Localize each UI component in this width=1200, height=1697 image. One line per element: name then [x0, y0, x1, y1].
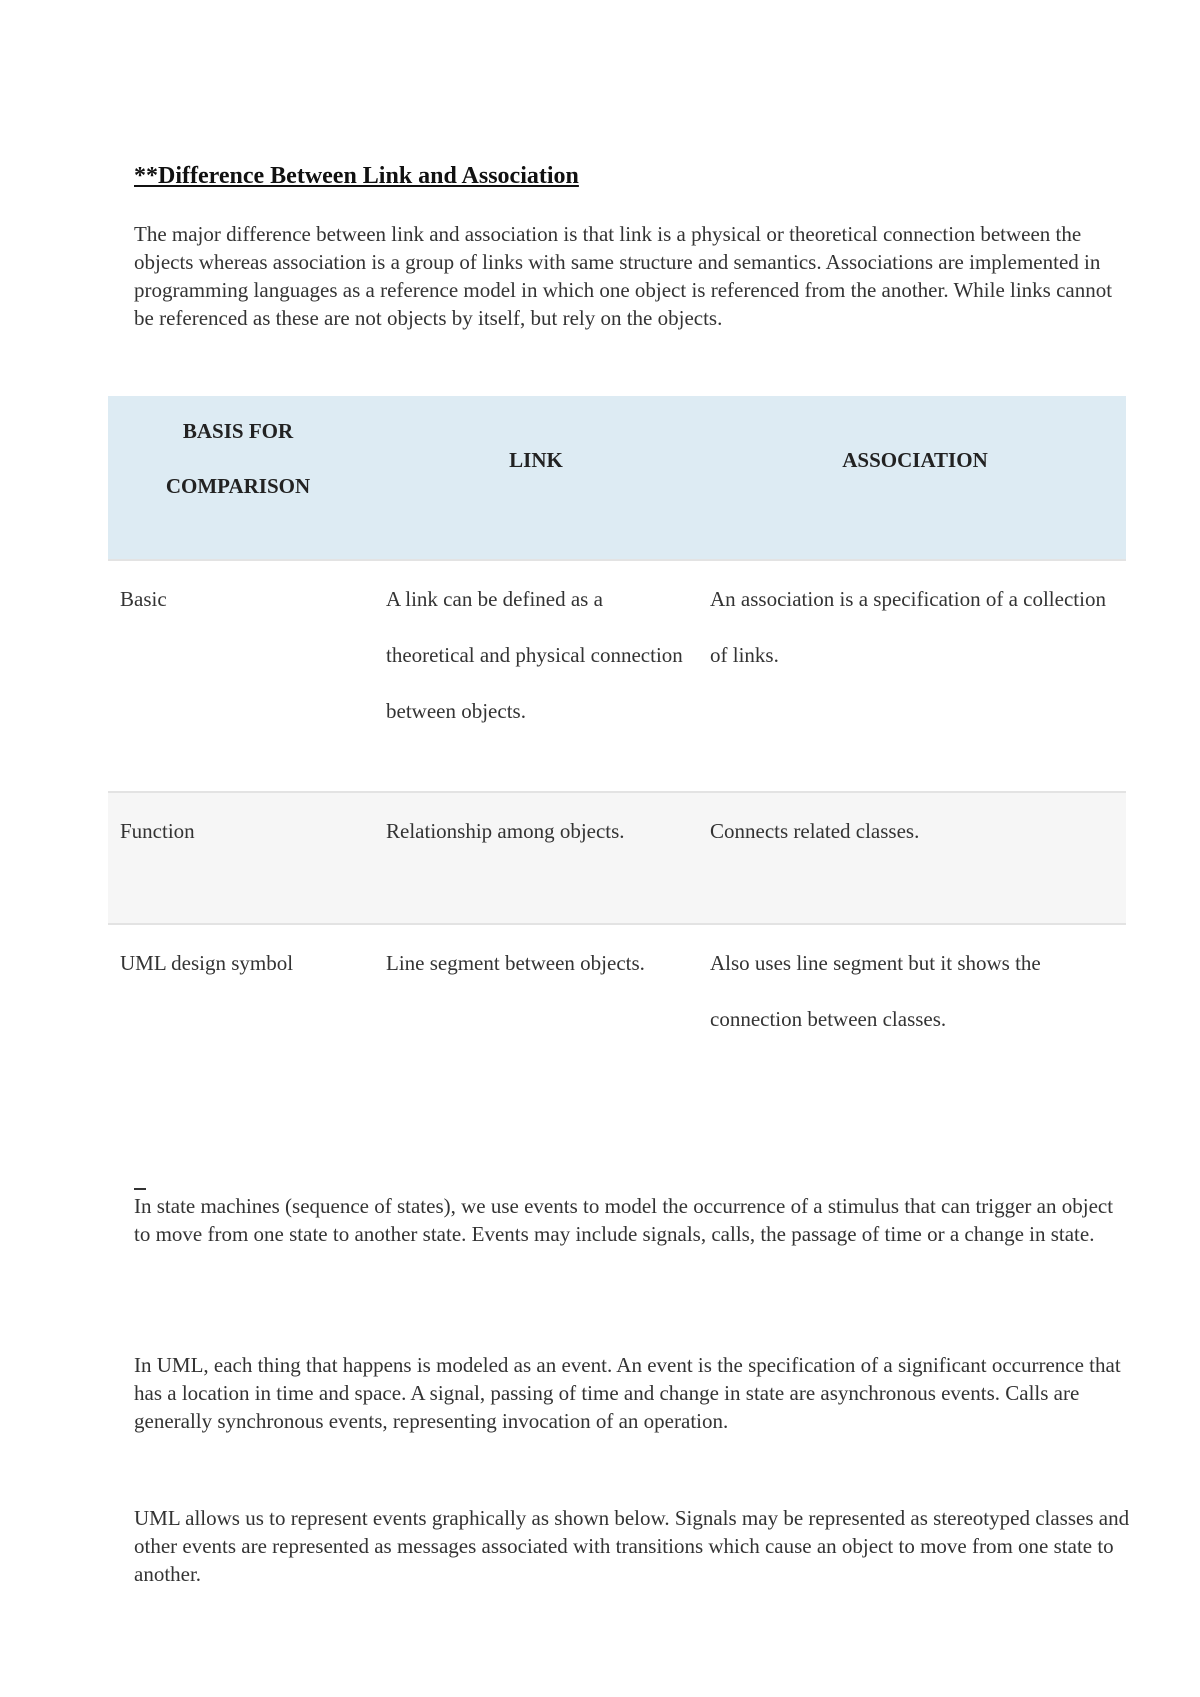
- table-row: [108, 560, 1126, 792]
- section-heading: **Difference Between Link and Association: [134, 163, 579, 189]
- table-cell-link: A link can be defined as a theoretical and physical connection between objects.: [368, 560, 704, 792]
- table-row: [108, 924, 1126, 1075]
- header-link: [368, 396, 704, 560]
- header-basis: [108, 396, 368, 560]
- events-paragraph: In state machines (sequence of states), we use events to model the occurrence of a stimulus that can trigger an object to move from one state to another state. Events may include signals, calls, the passage of time or a change in state.: [134, 1194, 1114, 1246]
- table-row: [108, 792, 1126, 924]
- header-basis-line1: BASIS FOR: [182, 419, 294, 443]
- header-association: [704, 396, 1126, 560]
- comparison-table: [108, 396, 1126, 1075]
- header-association-label: ASSOCIATION: [842, 448, 988, 472]
- table-cell-basis: Function: [108, 792, 368, 924]
- table-cell-basis: Basic: [108, 560, 368, 792]
- dash-mark: [134, 1188, 146, 1190]
- uml-events-paragraph: In UML, each thing that happens is modeled as an event. An event is the specification of a significant occurrence that has a location in time and space. A signal, passing of time and change in state are asynchronous events. Calls are generally synchronous events, representing invocation of an operation.: [134, 1353, 1121, 1433]
- table-header-row: [108, 396, 1126, 560]
- table-cell-basis: UML design symbol: [108, 924, 368, 1075]
- table-cell-association: An association is a specification of a collection of links.: [704, 560, 1126, 792]
- table-cell-link: Relationship among objects.: [368, 792, 704, 924]
- table-cell-association: Connects related classes.: [704, 792, 1126, 924]
- header-link-label: LINK: [509, 448, 563, 472]
- uml-graphics-paragraph: UML allows us to represent events graphically as shown below. Signals may be represented as stereotyped classes and other events are represented as messages associated with transitions which cause an object to move from one state to another.: [134, 1506, 1130, 1586]
- table-cell-association: Also uses line segment but it shows the connection between classes.: [704, 924, 1126, 1075]
- intro-paragraph: The major difference between link and association is that link is a physical or theoretical connection between the objects whereas association is a group of links with same structure and semantics. Associations are implemented in programming languages as a reference model in which one object is referenced from the another. While links cannot be referenced as these are not objects by itself, but rely on the objects.: [134, 222, 1113, 330]
- header-basis-line2: COMPARISON: [165, 474, 311, 498]
- table-cell-link: Line segment between objects.: [368, 924, 704, 1075]
